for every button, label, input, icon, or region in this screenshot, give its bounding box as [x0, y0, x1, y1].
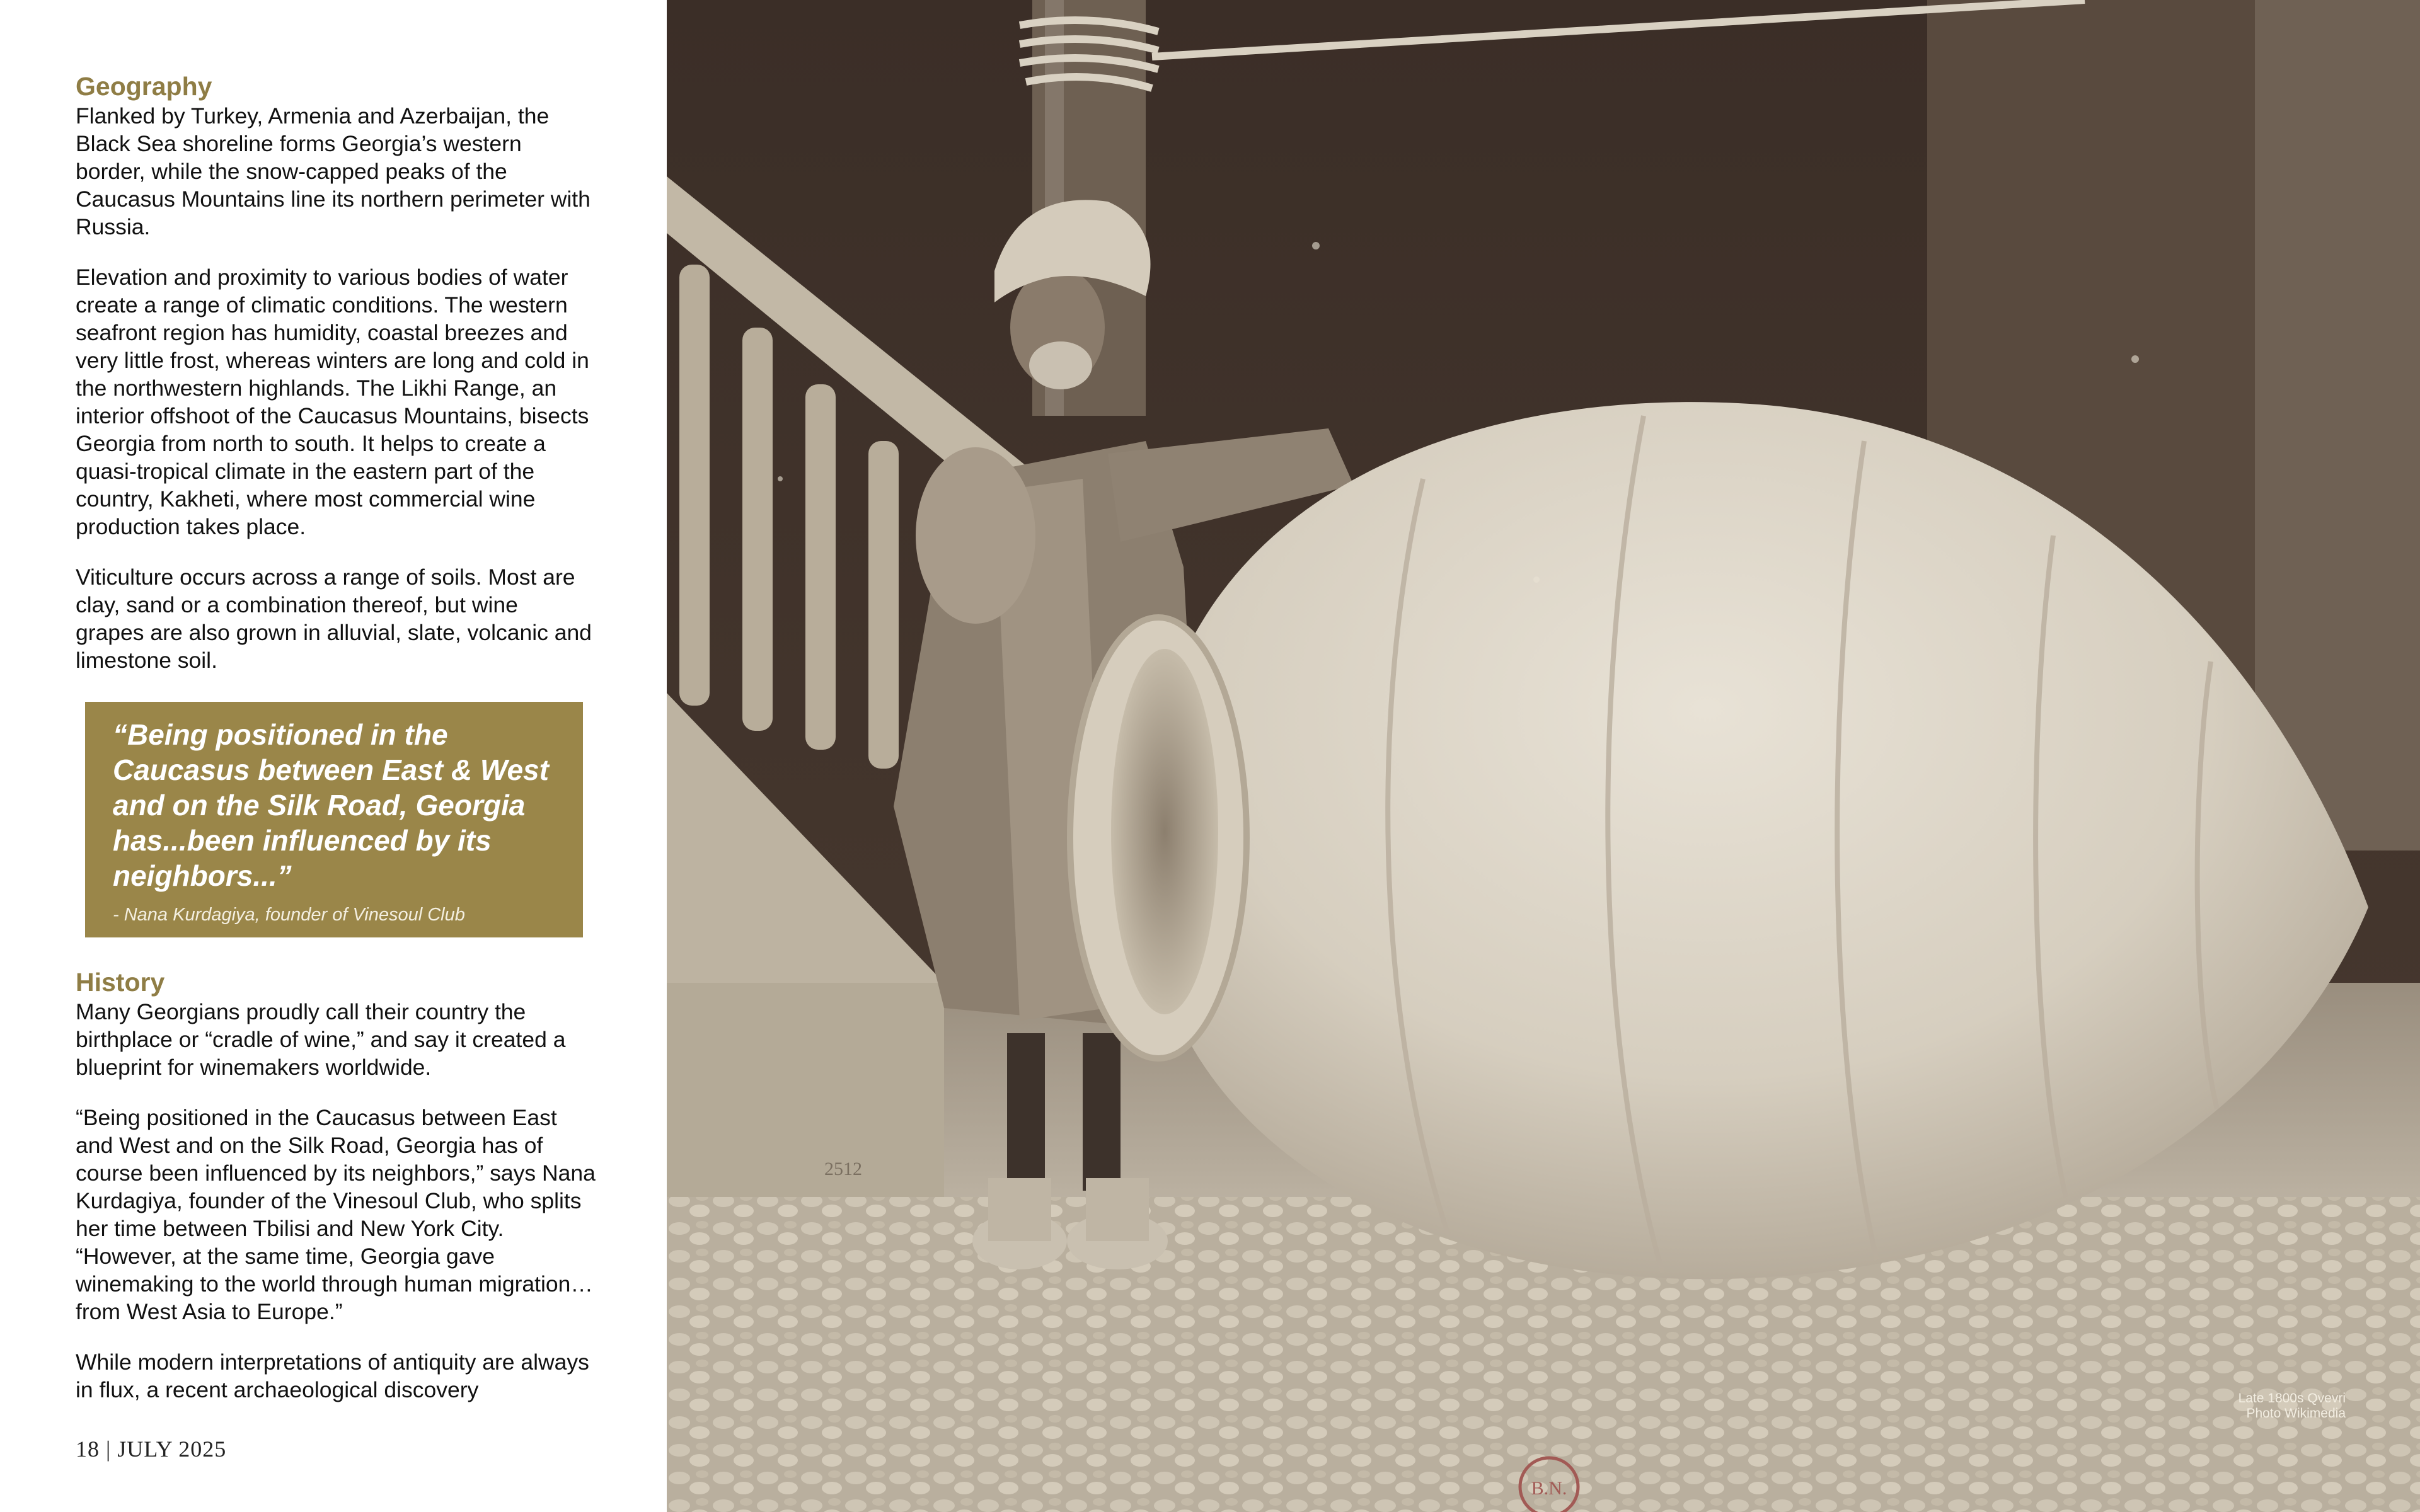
caption-line-2: Photo Wikimedia: [2246, 1406, 2346, 1421]
geography-heading: Geography: [76, 72, 212, 101]
issue-date: JULY 2025: [117, 1436, 227, 1462]
historical-photo: [667, 0, 2420, 1512]
page-number: 18: [76, 1436, 100, 1462]
right-wall: [2255, 0, 2420, 850]
photo-caption: [2238, 1391, 2346, 1421]
geography-paragraph-1: Flanked by Turkey, Armenia and Azerbaijan, the Black Sea shoreline forms Georgia’s western border, while the snow-capped peaks of the Caucasus Mountains line its northern perimeter with Russia.: [76, 103, 591, 239]
qvevri-photo-illustration: [667, 0, 2420, 1512]
caption-line-1: Late 1800s Qvevri: [2238, 1391, 2346, 1406]
history-paragraph-1: Many Georgians proudly call their country the birthplace or “cradle of wine,” and say it created a blueprint for winemakers worldwide.: [76, 999, 566, 1080]
history-paragraph-3: While modern interpretations of antiquity are always in flux, a recent archaeological discovery: [76, 1349, 589, 1402]
page-footer: [76, 1436, 226, 1462]
geography-paragraph-3: Viticulture occurs across a range of soils. Most are clay, sand or a combination thereof, but wine grapes are also grown in alluvial, slate, volcanic and limestone soil.: [76, 564, 592, 673]
pull-quote-text: “Being positioned in the Caucasus between East & West and on the Silk Road, Georgia has...been influenced by its neighbors...”: [113, 718, 549, 892]
history-heading: History: [76, 968, 165, 997]
pull-quote-box: [85, 702, 583, 937]
stamp-text: B.N.: [1531, 1478, 1567, 1499]
geography-section: [76, 71, 592, 674]
history-paragraph-2: “Being positioned in the Caucasus between East and West and on the Silk Road, Georgia has of course been influenced by its neighbors,” says Nana Kurdagiya, founder of the Vinesoul Club, who splits her time between Tbilisi and New York City. “However, at the same time, Georgia gave winemaking to the world through human migration… from West Asia to Europe.”: [76, 1105, 596, 1324]
history-section: [76, 966, 599, 1404]
footer-separator: |: [106, 1436, 112, 1462]
archive-number: 2512: [824, 1159, 862, 1179]
pull-quote-attribution: - Nana Kurdagiya, founder of Vinesoul Club: [113, 905, 465, 925]
geography-paragraph-2: Elevation and proximity to various bodies of water create a range of climatic conditions. The western seafront region has humidity, coastal breezes and very little frost, whereas winters are long and cold in the northwestern highlands. The Likhi Range, an interior offshoot of the Caucasus Mountains, bisects Georgia from north to south. It helps to create a quasi-tropical climate in the eastern part of the country, Kakheti, where most commercial wine production takes place.: [76, 265, 589, 539]
